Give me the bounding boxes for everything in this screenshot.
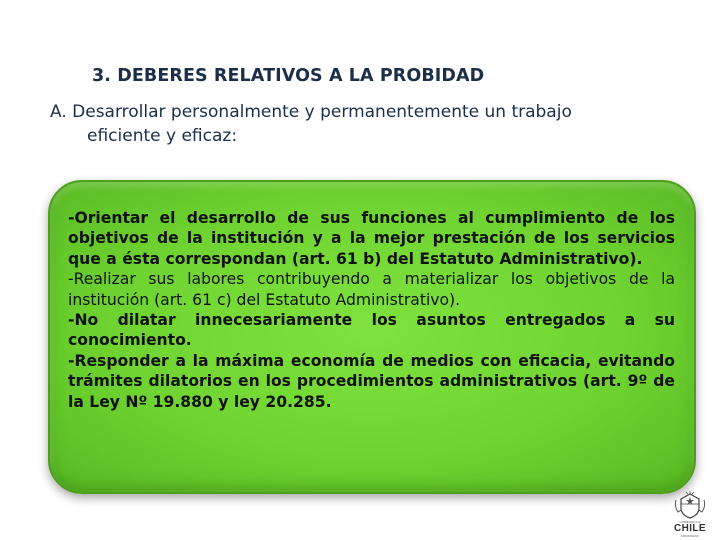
gobierno-de-chile-logo: [672, 490, 708, 536]
duty-item-responder: -Responder a la máxima economía de medios con eficacia, evitando trámites dilatorios en los procedimientos administrativos (art. 9º de la Ley Nº 19.880 y ley 20.285.: [68, 351, 675, 411]
slide-title: 3. DEBERES RELATIVOS A LA PROBIDAD: [92, 66, 485, 86]
chile-coat-of-arms-icon: [672, 490, 708, 520]
subtitle-line-1: A. Desarrollar personalmente y permanentemente un trabajo: [50, 102, 572, 122]
panel-text: [68, 208, 675, 412]
logo-tiny-text: MINISTERIO: [681, 534, 699, 538]
duty-item-orientar: -Orientar el desarrollo de sus funciones al cumplimiento de los objetivos de la institución y a la mejor prestación de los servicios que a ésta correspondan (art. 61 b) del Estatuto Administrativo).: [68, 209, 675, 268]
duty-item-no-dilatar: -No dilatar innecesariamente los asuntos entregados a su conocimiento.: [68, 311, 675, 350]
slide-subtitle: [50, 100, 690, 148]
duty-item-realizar: -Realizar sus labores contribuyendo a materializar los objetivos de la institución (art. 61 c) del Estatuto Administrativo).: [68, 270, 675, 309]
logo-small-text: GOBIERNO DE: [679, 520, 701, 524]
subtitle-line-2: eficiente y eficaz:: [87, 126, 238, 146]
logo-wordmark: CHILE: [674, 523, 706, 534]
